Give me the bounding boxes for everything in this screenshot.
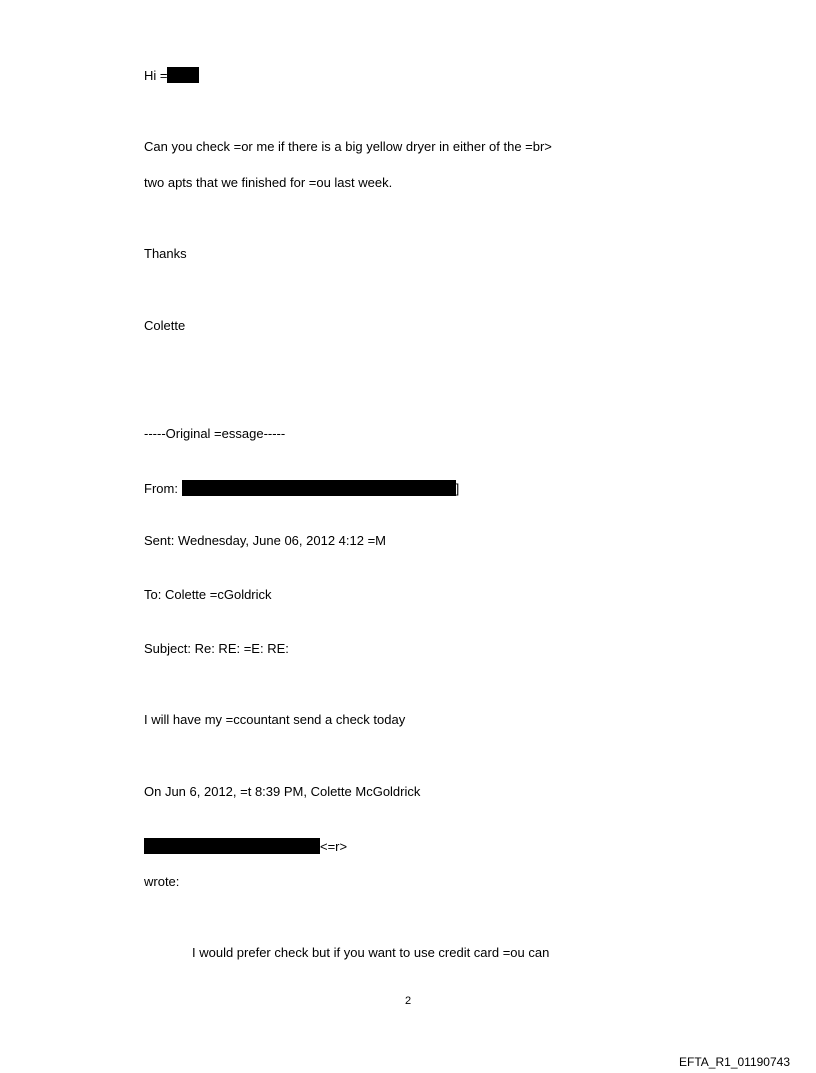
email-suffix: <=r>	[320, 839, 348, 854]
from-suffix: ]	[455, 481, 460, 496]
body-line-2: two apts that we finished for =ou last week.	[144, 175, 393, 190]
greeting-line	[144, 67, 199, 84]
body-line-1: Can you check =or me if there is a big yellow dryer in either of the =br>	[144, 139, 552, 154]
quote-header-line: On Jun 6, 2012, =t 8:39 PM, Colette McGoldrick	[144, 784, 421, 799]
original-message-marker: -----Original =essage-----	[144, 426, 286, 441]
quoted-text-line: I would prefer check but if you want to use credit card =ou can	[192, 945, 550, 960]
redaction-block	[167, 67, 199, 83]
redaction-block	[144, 838, 320, 854]
greeting-text: Hi =	[144, 68, 168, 83]
document-id: EFTA_R1_01190743	[679, 1055, 790, 1069]
signature-line: Colette	[144, 318, 186, 333]
page-number: 2	[404, 995, 412, 1007]
thanks-line: Thanks	[144, 246, 187, 261]
from-label: From:	[144, 481, 182, 496]
wrote-line: wrote:	[144, 874, 180, 889]
redaction-block	[182, 480, 456, 496]
to-line: To: Colette =cGoldrick	[144, 587, 272, 602]
reply-body-line: I will have my =ccountant send a check today	[144, 712, 406, 727]
subject-line: Subject: Re: RE: =E: RE:	[144, 641, 289, 656]
quote-email-line	[144, 838, 347, 855]
from-line	[144, 480, 459, 497]
sent-line: Sent: Wednesday, June 06, 2012 4:12 =M	[144, 533, 386, 548]
